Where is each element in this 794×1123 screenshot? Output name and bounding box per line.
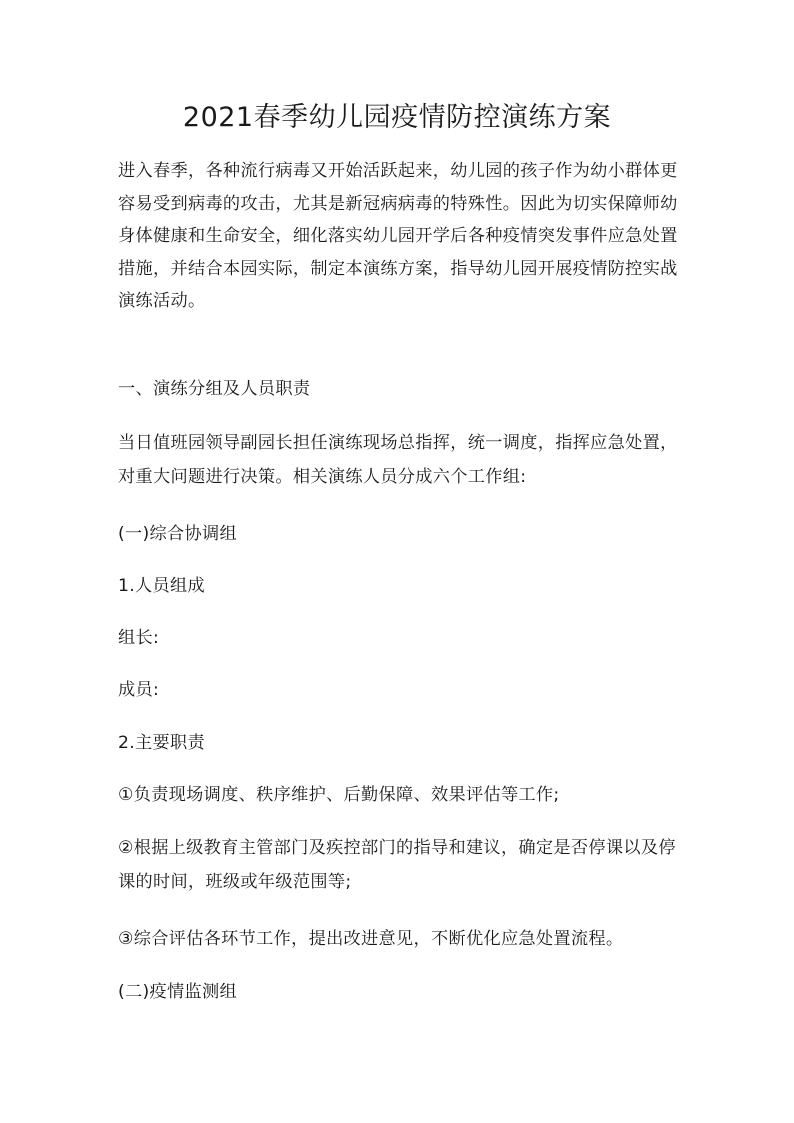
group1-leader-line: 组长: (118, 628, 160, 648)
group1-members-line: 成员: (118, 680, 160, 700)
group1-duty-item: ①负责现场调度、秩序维护、后勤保障、效果评估等工作; (118, 785, 560, 805)
group1-duty-item: ②根据上级教育主管部门及疾控部门的指导和建议，确定是否停课以及停课的时间，班级或年级范围等; (118, 838, 676, 892)
group1-duties-heading: 2.主要职责 (118, 733, 205, 753)
section1-intro-paragraph: 当日值班园领导副园长担任演练现场总指挥，统一调度，指挥应急处置，对重大问题进行决策。相关演练人员分成六个工作组: (118, 433, 678, 487)
group1-heading: (一)综合协调组 (118, 524, 237, 544)
intro-paragraph: 进入春季，各种流行病毒又开始活跃起来，幼儿园的孩子作为幼小群体更容易受到病毒的攻击，尤其是新冠病病毒的特殊性。因此为切实保障师幼身体健康和生命安全，细化落实幼儿园开学后各种疫情突发事件应急处置措施，并结合本园实际，制定本演练方案，指导幼儿园开展疫情防控实战演练活动。 (118, 161, 678, 312)
group1-duty-item: ③综合评估各环节工作，提出改进意见，不断优化应急处置流程。 (118, 929, 624, 949)
group2-heading: (二)疫情监测组 (118, 982, 237, 1002)
section1-heading: 一、演练分组及人员职责 (118, 379, 311, 399)
document-title: 2021春季幼儿园疫情防控演练方案 (182, 102, 612, 133)
group1-members-heading: 1.人员组成 (118, 576, 205, 596)
